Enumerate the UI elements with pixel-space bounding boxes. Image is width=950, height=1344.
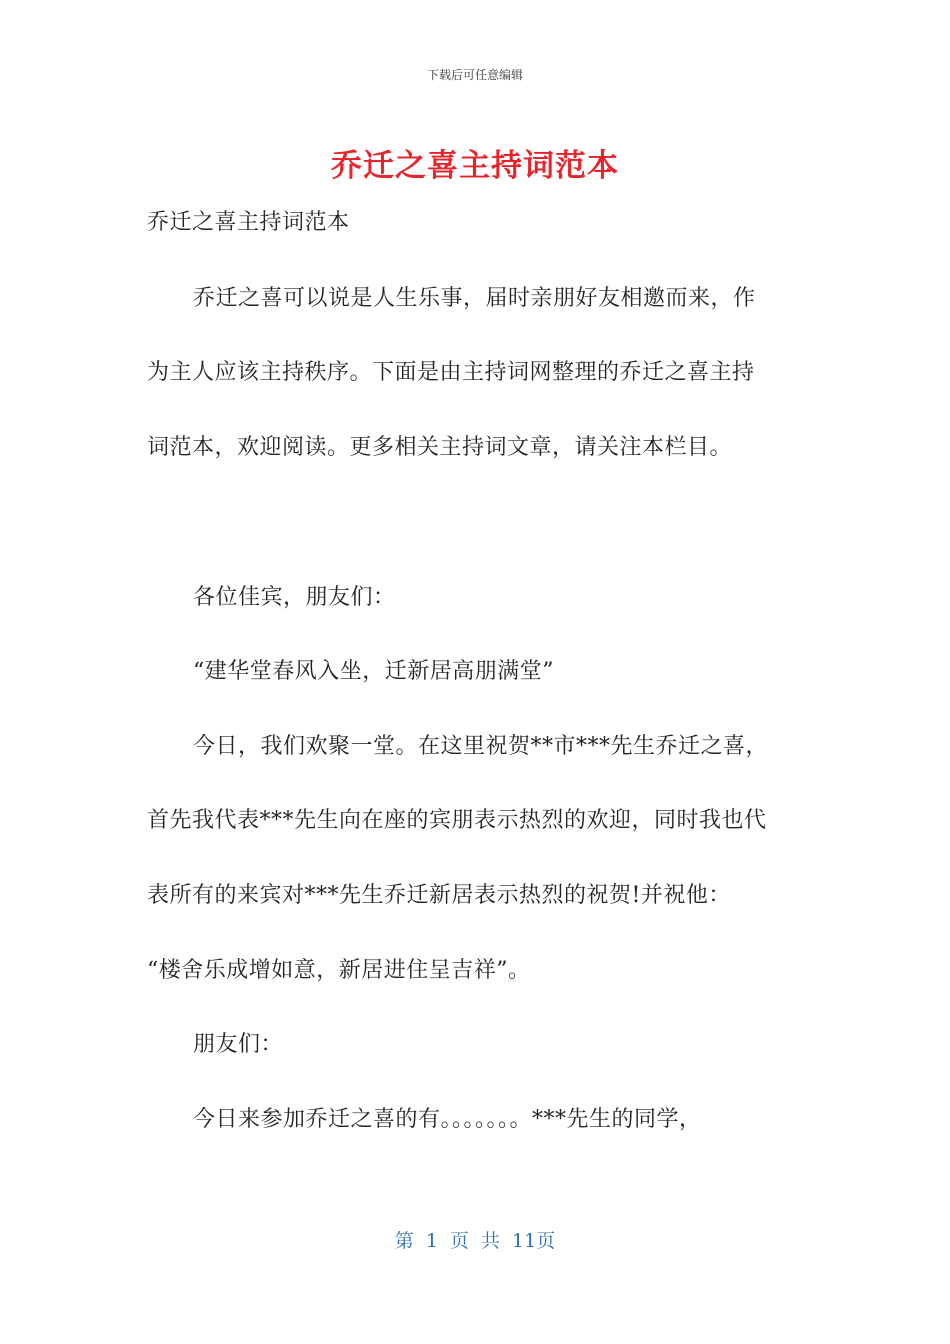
paragraph-line: 为主人应该主持秩序。下面是由主持词网整理的乔迁之喜主持: [147, 360, 755, 385]
paragraph-line: 今日，我们欢聚一堂。在这里祝贺**市***先生乔迁之喜，: [193, 734, 769, 759]
page-footer: 第 1 页 共 11页: [394, 1230, 556, 1252]
header-note: 下载后可任意编辑: [426, 68, 523, 82]
paragraph-line: 表所有的来宾对***先生乔迁新居表示热烈的祝贺!并祝他：: [147, 883, 731, 908]
paragraph-line: 朋友们：: [193, 1032, 284, 1057]
document-subtitle: 乔迁之喜主持词范本: [147, 210, 350, 235]
paragraph-line: 各位佳宾，朋友们：: [193, 585, 396, 610]
paragraph-line: 词范本，欢迎阅读。更多相关主持词文章，请关注本栏目。: [147, 435, 733, 460]
paragraph-line: 乔迁之喜可以说是人生乐事，届时亲朋好友相邀而来，作: [193, 286, 756, 311]
paragraph-line: “楼舍乐成增如意，新居进住呈吉祥”。: [147, 958, 531, 983]
paragraph-line: 首先我代表***先生向在座的宾朋表示热烈的欢迎，同时我也代: [147, 808, 767, 833]
paragraph-line: “建华堂春风入坐，迁新居高朋满堂”: [193, 659, 554, 684]
paragraph-line: 今日来参加乔迁之喜的有。。。。。。。***先生的同学，: [193, 1107, 702, 1132]
document-title: 乔迁之喜主持词范本: [331, 148, 619, 184]
